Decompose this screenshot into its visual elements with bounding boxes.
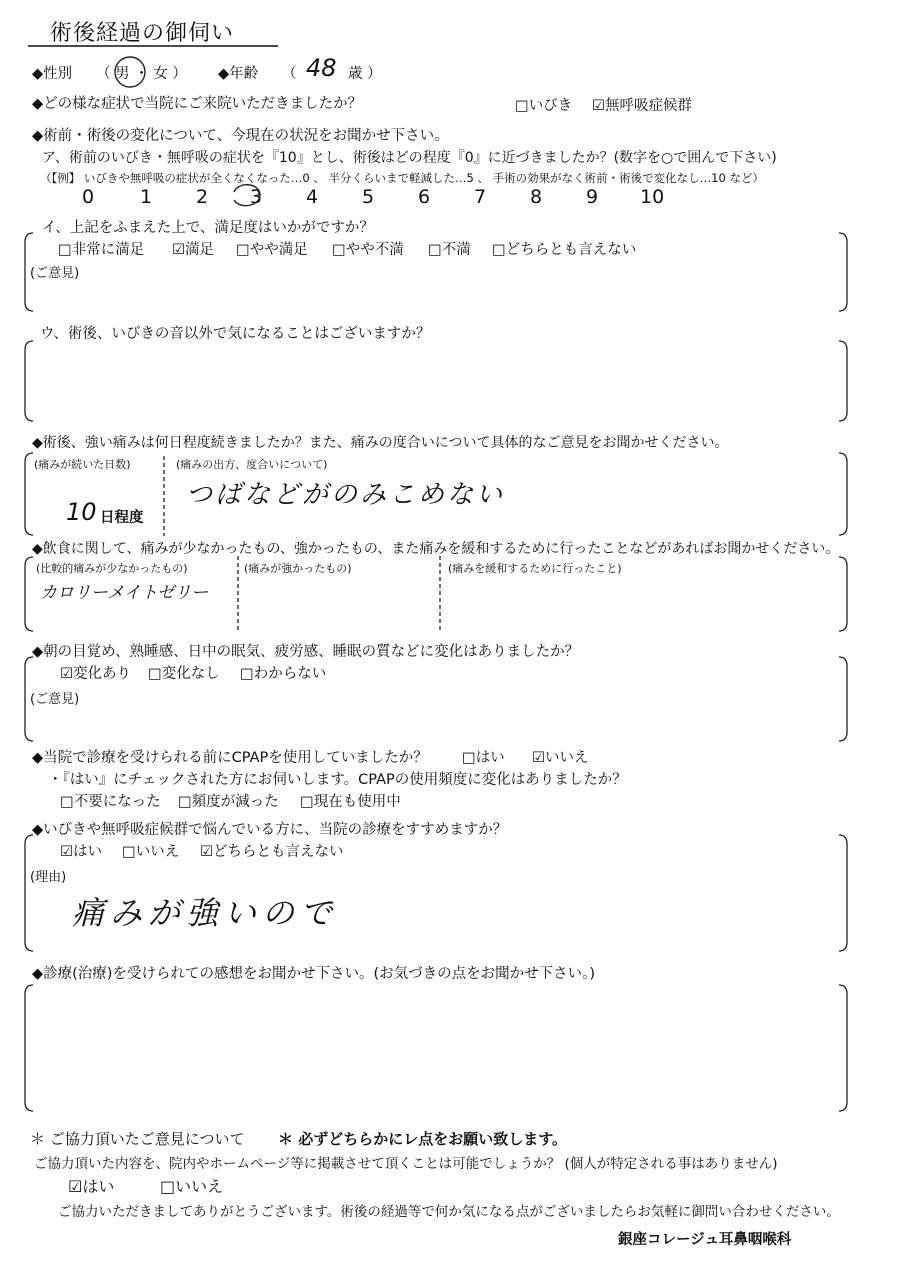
- q4-detail-answer[interactable]: つばなどがのみこめない: [186, 480, 506, 510]
- footer-line1a: ＊ ご協力頂いたご意見について: [30, 1130, 245, 1148]
- satisfaction-somewhat[interactable]: □やや満足: [236, 242, 308, 258]
- q5-col1-answer[interactable]: カロリーメイトゼリー: [40, 583, 209, 603]
- scale-option-5[interactable]: 5: [362, 186, 375, 208]
- q7-sub-text: ・『はい』にチェックされた方にお伺いします。CPAPの使用頻度に変化はありましたか？: [48, 772, 627, 788]
- q9-bracket-left: [24, 984, 34, 1112]
- scale-option-1[interactable]: 1: [140, 186, 153, 208]
- q6-option-changed[interactable]: ☑変化あり: [60, 666, 131, 682]
- q6-option-unchanged[interactable]: □変化なし: [148, 666, 220, 682]
- q9-bracket-right: [838, 984, 848, 1112]
- scale-option-10[interactable]: 10: [640, 186, 665, 208]
- q5-col1-label: (比較的痛みが少なかったもの): [36, 562, 188, 575]
- footer-line1b: ＊ 必ずどちらかにレ点をお願い致します。: [278, 1130, 568, 1148]
- q7-option-no[interactable]: ☑いいえ: [532, 750, 589, 766]
- scale-option-6[interactable]: 6: [418, 186, 431, 208]
- footer-consent-yes[interactable]: ☑はい: [68, 1177, 115, 1196]
- q8-bracket-left: [24, 834, 34, 952]
- scale-option-3[interactable]: 3: [250, 186, 263, 208]
- q8-reason-label: (理由): [30, 870, 67, 885]
- scale-option-8[interactable]: 8: [530, 186, 543, 208]
- footer-thanks: ご協力いただきましてありがとうございます。術後の経過等で何か気になる点がございましたらお気軽に御問い合わせください。: [58, 1204, 840, 1220]
- q6-text: ◆朝の目覚め、熟睡感、日中の眠気、疲労感、睡眠の質などに変化はありましたか？: [32, 644, 580, 660]
- q3-text: ウ、術後、いびきの音以外で気になることはございますか？: [40, 326, 431, 342]
- gender-label: ◆性別: [32, 66, 73, 82]
- footer-line2: ご協力頂いた内容を、院内やホームページ等に掲載させて頂くことは可能でしょうか？ (個人が特定される事はありません): [34, 1156, 778, 1172]
- scale-option-2[interactable]: 2: [196, 186, 209, 208]
- q2-text: ◆術前・術後の変化について、今現在の状況をお聞かせ下さい。: [32, 128, 449, 144]
- q8-option-yes[interactable]: ☑はい: [60, 844, 102, 860]
- q9-text: ◆診療(治療)を受けられての感想をお聞かせ下さい。(お気づきの点をお聞かせ下さい。): [32, 966, 596, 982]
- q4-bracket-left: [24, 452, 34, 536]
- scale-selected-circle: [228, 180, 264, 212]
- age-unit: 歳 ）: [348, 66, 382, 82]
- q4-detail-label: (痛みの出方、度合いについて): [176, 458, 328, 471]
- q8-option-neutral[interactable]: ☑どちらとも言えない: [200, 844, 344, 860]
- page-title: 術後経過の御伺い: [50, 21, 235, 46]
- satisfaction-very[interactable]: □非常に満足: [58, 242, 145, 258]
- q8-bracket-right: [838, 834, 848, 952]
- q2-example: （【例】 いびきや無呼吸の症状が全くなくなった…0 、 半分くらいまで軽減した…5 、 手術の効果がなく術前・術後で変化なし…10 など）: [40, 171, 764, 185]
- q6-bracket-right: [838, 656, 848, 742]
- q4-days-label: (痛みが続いた日数): [34, 458, 131, 471]
- q4-bracket-right: [838, 452, 848, 536]
- q5-col3-label: (痛みを緩和するために行ったこと): [448, 562, 622, 575]
- age-label: ◆年齢: [218, 66, 259, 82]
- q2-bracket-left: [24, 232, 34, 312]
- q6-bracket-left: [24, 656, 34, 742]
- q6-opinion-label: (ご意見): [30, 692, 80, 707]
- q3-bracket-right: [838, 340, 848, 422]
- scale-option-0[interactable]: 0: [82, 186, 95, 208]
- q7-sub-option-still[interactable]: □現在も使用中: [300, 794, 401, 810]
- q1-option-snoring[interactable]: □いびき: [515, 98, 573, 114]
- q3-bracket-left: [24, 340, 34, 422]
- scale-option-7[interactable]: 7: [474, 186, 487, 208]
- q2-sub-b: イ、上記をふまえた上で、満足度はいかがですか？: [42, 220, 374, 236]
- q5-divider-1: [236, 556, 240, 632]
- q5-bracket-left: [24, 556, 34, 632]
- q2-opinion-label: (ご意見): [30, 266, 80, 281]
- q4-divider: [162, 456, 166, 536]
- q4-text: ◆術後、強い痛みは何日程度続きましたか？また、痛みの度合いについて具体的なご意見をお聞かせください。: [32, 435, 729, 451]
- satisfaction-dis[interactable]: □不満: [428, 242, 471, 258]
- q7-sub-option-unneeded[interactable]: □不要になった: [60, 794, 161, 810]
- q7-option-yes[interactable]: □はい: [462, 750, 505, 766]
- q8-option-no[interactable]: □いいえ: [122, 844, 180, 860]
- q6-option-unknown[interactable]: □わからない: [240, 666, 327, 682]
- gender-options[interactable]: （ 男 ・ 女 ）: [96, 66, 187, 82]
- q2-bracket-right: [838, 232, 848, 312]
- q7-text: ◆当院で診療を受けられる前にCPAPを使用していましたか？: [32, 750, 428, 766]
- q8-text: ◆いびきや無呼吸症候群で悩んでいる方に、当院の診療をすすめますか？: [32, 822, 508, 838]
- q5-col2-label: (痛みが強かったもの): [244, 562, 352, 575]
- scale-option-9[interactable]: 9: [586, 186, 599, 208]
- title-underline: [28, 44, 278, 48]
- q5-divider-2: [438, 556, 442, 632]
- q7-sub-option-reduced[interactable]: □頻度が減った: [178, 794, 279, 810]
- footer-consent-no[interactable]: □いいえ: [160, 1177, 224, 1196]
- satisfaction-satisfied[interactable]: ☑満足: [172, 242, 214, 258]
- satisfaction-neutral[interactable]: □どちらとも言えない: [492, 242, 637, 258]
- age-open-paren: （: [282, 66, 297, 82]
- gender-circle-mark: [110, 54, 150, 90]
- age-value[interactable]: 48: [306, 54, 337, 82]
- scale-option-4[interactable]: 4: [306, 186, 319, 208]
- q4-days-unit: 日程度: [100, 510, 144, 526]
- q4-days-value[interactable]: 10: [66, 498, 97, 526]
- q5-text: ◆飲食に関して、痛みが少なかったもの、強かったもの、また痛みを緩和するために行ったことなどがあればお聞かせください。: [32, 541, 840, 557]
- satisfaction-somewhat-dis[interactable]: □やや不満: [332, 242, 404, 258]
- q2-sub-a: ア、術前のいびき・無呼吸の症状を『10』とし、術後はどの程度『0』に近づきましたか？(数字を○で囲んで下さい): [42, 150, 777, 166]
- q5-bracket-right: [838, 556, 848, 632]
- q1-option-apnea[interactable]: ☑無呼吸症候群: [592, 98, 692, 114]
- clinic-name: 銀座コレージュ耳鼻咽喉科: [618, 1232, 792, 1248]
- q1-text: ◆どの様な症状で当院にご来院いただきましたか？: [32, 96, 363, 112]
- q8-reason-answer[interactable]: 痛みが強いので: [72, 894, 339, 932]
